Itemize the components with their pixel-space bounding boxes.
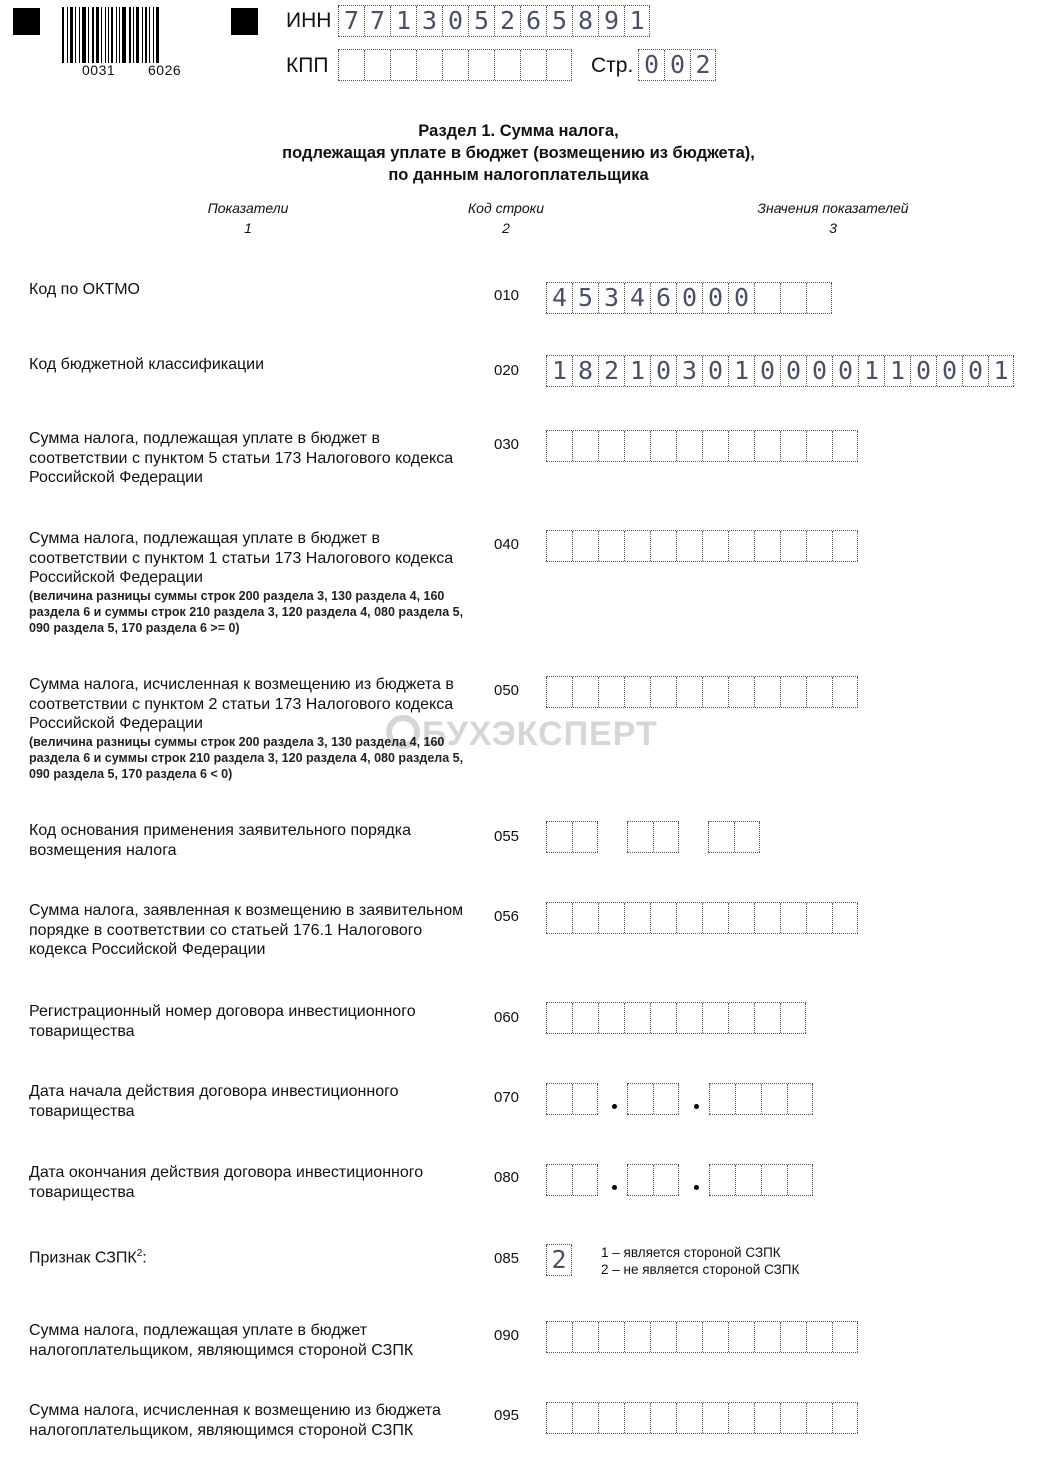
barcode-bar — [136, 7, 139, 63]
row-070-label: Дата начала действия договора инвестиционного товарищества — [29, 1083, 399, 1120]
character-cell[interactable] — [832, 677, 858, 707]
row-095-amount-field[interactable] — [546, 1402, 858, 1434]
row-050-amount-field[interactable] — [546, 676, 858, 708]
row-070-date-separator-1 — [612, 1104, 617, 1109]
character-cell[interactable] — [754, 283, 780, 313]
row-070-year-field[interactable] — [709, 1083, 813, 1115]
character-cell[interactable] — [806, 531, 832, 561]
row-020-code: 020 — [494, 362, 520, 379]
character-cell[interactable] — [624, 677, 650, 707]
row-040-label-text: Сумма налога, подлежащая уплате в бюджет в соответствии с пунктом 1 статьи 173 Налогового кодекса Российской Федерации — [29, 530, 454, 586]
row-070-month-field[interactable] — [627, 1083, 679, 1115]
character-cell[interactable]: 1 — [546, 356, 572, 386]
column-header-indicators-label: Показатели — [207, 200, 289, 216]
character-cell[interactable] — [702, 531, 728, 561]
character-cell[interactable] — [702, 1403, 728, 1433]
character-cell[interactable] — [806, 1322, 832, 1352]
character-cell[interactable] — [598, 1322, 624, 1352]
character-cell[interactable]: 0 — [832, 356, 858, 386]
character-cell[interactable] — [653, 822, 679, 852]
character-cell[interactable] — [780, 1003, 806, 1033]
row-056-code: 056 — [494, 908, 520, 925]
alignment-marker-right — [231, 8, 258, 35]
character-cell[interactable] — [546, 1403, 572, 1433]
character-cell[interactable] — [546, 1322, 572, 1352]
character-cell[interactable] — [735, 1165, 761, 1195]
character-cell[interactable] — [702, 677, 728, 707]
character-cell[interactable] — [598, 1403, 624, 1433]
character-cell[interactable]: 0 — [806, 356, 832, 386]
character-cell[interactable] — [676, 1003, 702, 1033]
character-cell[interactable]: 0 — [638, 50, 664, 80]
character-cell[interactable] — [624, 1322, 650, 1352]
row-085-legend-option-2: 2 – не является стороной СЗПК — [601, 1262, 800, 1277]
character-cell[interactable]: 1 — [858, 356, 884, 386]
character-cell[interactable] — [624, 1003, 650, 1033]
character-cell[interactable] — [780, 431, 806, 461]
character-cell[interactable] — [676, 531, 702, 561]
character-cell[interactable] — [832, 431, 858, 461]
character-cell[interactable] — [806, 283, 832, 313]
row-070-date-separator-2 — [694, 1104, 699, 1109]
character-cell[interactable] — [728, 1322, 754, 1352]
character-cell[interactable] — [653, 1084, 679, 1114]
character-cell[interactable] — [546, 677, 572, 707]
character-cell[interactable] — [728, 531, 754, 561]
barcode-bar — [88, 7, 89, 63]
character-cell[interactable] — [627, 1165, 653, 1195]
barcode-bar — [92, 7, 94, 63]
character-cell[interactable]: 5 — [468, 6, 494, 36]
row-055-label: Код основания применения заявительного порядка возмещения налога — [29, 822, 412, 859]
character-cell[interactable] — [780, 903, 806, 933]
character-cell[interactable] — [735, 1084, 761, 1114]
character-cell[interactable] — [754, 1322, 780, 1352]
row-030-amount-field[interactable] — [546, 430, 858, 462]
character-cell[interactable]: 0 — [910, 356, 936, 386]
row-010-code: 010 — [494, 287, 520, 304]
character-cell[interactable]: 8 — [572, 356, 598, 386]
character-cell[interactable]: 0 — [780, 356, 806, 386]
character-cell[interactable] — [653, 1165, 679, 1195]
character-cell[interactable] — [754, 431, 780, 461]
character-cell[interactable]: 0 — [936, 356, 962, 386]
character-cell[interactable] — [390, 50, 416, 80]
character-cell[interactable] — [572, 531, 598, 561]
barcode-bar — [156, 7, 159, 63]
row-085-legend-option-1: 1 – является стороной СЗПК — [601, 1245, 781, 1260]
character-cell[interactable] — [624, 1403, 650, 1433]
section-title — [0, 120, 1037, 186]
character-cell[interactable] — [598, 531, 624, 561]
barcode-bar — [105, 7, 106, 63]
row-080-month-field[interactable] — [627, 1164, 679, 1196]
row-090-code: 090 — [494, 1327, 520, 1344]
row-020-kbk-field[interactable] — [546, 355, 1014, 387]
barcode-bar — [75, 7, 76, 63]
column-header-values-label: Значения показателей — [757, 200, 909, 216]
character-cell[interactable] — [806, 431, 832, 461]
character-cell[interactable] — [728, 903, 754, 933]
row-056-amount-field[interactable] — [546, 902, 858, 934]
character-cell[interactable]: 4 — [546, 283, 572, 313]
row-020-label: Код бюджетной классификации — [29, 356, 265, 373]
character-cell[interactable] — [546, 1084, 572, 1114]
column-header-values-number: 3 — [829, 220, 837, 236]
barcode-bar — [108, 7, 109, 63]
character-cell[interactable] — [572, 903, 598, 933]
barcode-bar — [70, 7, 73, 63]
character-cell[interactable]: 2 — [690, 50, 716, 80]
character-cell[interactable] — [754, 1403, 780, 1433]
character-cell[interactable] — [754, 903, 780, 933]
row-080-day-field[interactable] — [546, 1164, 598, 1196]
character-cell[interactable] — [598, 1003, 624, 1033]
kpp-label: КПП — [286, 54, 329, 77]
character-cell[interactable] — [709, 1084, 735, 1114]
character-cell[interactable] — [650, 531, 676, 561]
inn-field[interactable] — [338, 5, 650, 37]
row-050-note: (величина разницы суммы строк 200 раздела 3, 130 раздела 4, 160 раздела 6 и суммы строк 210 раздела 3, 120 раздела 4, 080 раздела 5, 090 раздела 5, 170 раздела 6 < 0) — [29, 734, 464, 781]
character-cell[interactable] — [702, 1322, 728, 1352]
row-040-note: (величина разницы суммы строк 200 раздела 3, 130 раздела 4, 160 раздела 6 и суммы строк 210 раздела 3, 120 раздела 4, 080 раздела 5, 090 раздела 5, 170 раздела 6 >= 0) — [29, 588, 464, 635]
character-cell[interactable] — [442, 50, 468, 80]
row-050-label-text: Сумма налога, исчисленная к возмещению из бюджета в соответствии с пунктом 2 статьи 173 Налогового кодекса Российской Федерации — [29, 676, 454, 732]
barcode-bar — [145, 7, 147, 63]
barcode-bar — [79, 7, 80, 63]
row-085-legend — [601, 1244, 799, 1278]
column-header-line-code — [406, 200, 606, 236]
row-050-code: 050 — [494, 682, 520, 699]
character-cell[interactable]: 0 — [962, 356, 988, 386]
character-cell[interactable] — [728, 431, 754, 461]
character-cell[interactable] — [572, 822, 598, 852]
character-cell[interactable] — [364, 50, 390, 80]
character-cell[interactable] — [754, 1003, 780, 1033]
character-cell[interactable] — [546, 531, 572, 561]
character-cell[interactable] — [546, 822, 572, 852]
character-cell[interactable] — [702, 431, 728, 461]
row-070-day-field[interactable] — [546, 1083, 598, 1115]
character-cell[interactable] — [627, 822, 653, 852]
character-cell[interactable] — [468, 50, 494, 80]
row-050-label — [29, 675, 469, 782]
barcode-bar — [149, 7, 150, 63]
page-number-field[interactable] — [638, 49, 716, 81]
barcode-bar — [119, 7, 120, 63]
character-cell[interactable] — [650, 1403, 676, 1433]
kpp-field[interactable] — [338, 49, 572, 81]
barcode-bar — [96, 7, 99, 63]
column-header-line-code-label: Код строки — [467, 200, 545, 216]
row-055-code: 055 — [494, 828, 520, 845]
character-cell[interactable]: 5 — [572, 283, 598, 313]
character-cell[interactable] — [520, 50, 546, 80]
character-cell[interactable]: 6 — [650, 283, 676, 313]
character-cell[interactable] — [598, 431, 624, 461]
character-cell[interactable] — [546, 50, 572, 80]
barcode-number-left: 0031 — [82, 62, 116, 78]
character-cell[interactable] — [728, 1003, 754, 1033]
character-cell[interactable] — [572, 1003, 598, 1033]
character-cell[interactable]: 3 — [416, 6, 442, 36]
column-header-line-code-number: 2 — [502, 220, 510, 236]
character-cell[interactable] — [780, 1403, 806, 1433]
character-cell[interactable] — [338, 50, 364, 80]
character-cell[interactable] — [754, 677, 780, 707]
row-070-code: 070 — [494, 1089, 520, 1106]
row-060-registration-number-field[interactable] — [546, 1002, 806, 1034]
character-cell[interactable]: 9 — [598, 6, 624, 36]
character-cell[interactable] — [650, 431, 676, 461]
character-cell[interactable] — [572, 1322, 598, 1352]
character-cell[interactable]: 1 — [390, 6, 416, 36]
barcode-bar — [116, 7, 117, 63]
character-cell[interactable] — [650, 1322, 676, 1352]
character-cell[interactable] — [572, 677, 598, 707]
character-cell[interactable]: 4 — [624, 283, 650, 313]
character-cell[interactable] — [832, 531, 858, 561]
character-cell[interactable] — [676, 903, 702, 933]
row-080-date-separator-2 — [694, 1185, 699, 1190]
character-cell[interactable] — [598, 677, 624, 707]
character-cell[interactable] — [806, 677, 832, 707]
character-cell[interactable]: 0 — [664, 50, 690, 80]
barcode — [62, 7, 161, 63]
character-cell[interactable] — [734, 822, 760, 852]
row-040-amount-field[interactable] — [546, 530, 858, 562]
character-cell[interactable]: 0 — [676, 283, 702, 313]
character-cell[interactable] — [728, 1403, 754, 1433]
character-cell[interactable] — [780, 531, 806, 561]
character-cell[interactable] — [676, 1322, 702, 1352]
character-cell[interactable] — [627, 1084, 653, 1114]
row-090-label: Сумма налога, подлежащая уплате в бюджет налогоплательщиком, являющимся стороной СЗПК — [29, 1322, 414, 1359]
character-cell[interactable]: 3 — [676, 356, 702, 386]
character-cell[interactable]: 2 — [494, 6, 520, 36]
page-label: Стр. — [591, 54, 634, 77]
character-cell[interactable]: 6 — [520, 6, 546, 36]
barcode-bar — [133, 7, 134, 63]
character-cell[interactable] — [546, 431, 572, 461]
row-056-label: Сумма налога, заявленная к возмещению в заявительном порядке в соответствии со статьей 176.1 Налогового кодекса Российской Федерации — [29, 902, 464, 958]
row-085-code: 085 — [494, 1250, 520, 1267]
character-cell[interactable] — [754, 531, 780, 561]
character-cell[interactable]: 2 — [598, 356, 624, 386]
barcode-bar — [101, 7, 102, 63]
character-cell[interactable] — [572, 1084, 598, 1114]
character-cell[interactable]: 2 — [546, 1245, 572, 1275]
row-095-code: 095 — [494, 1407, 520, 1424]
row-030-code: 030 — [494, 436, 520, 453]
row-090-amount-field[interactable] — [546, 1321, 858, 1353]
character-cell[interactable] — [676, 1403, 702, 1433]
character-cell[interactable] — [832, 1403, 858, 1433]
row-080-label: Дата окончания действия договора инвестиционного товарищества — [29, 1164, 424, 1201]
character-cell[interactable] — [624, 531, 650, 561]
inn-label: ИНН — [286, 9, 332, 32]
character-cell[interactable] — [761, 1084, 787, 1114]
character-cell[interactable] — [832, 1322, 858, 1352]
row-085-szpk-field[interactable] — [546, 1244, 572, 1276]
row-030-label: Сумма налога, подлежащая уплате в бюджет в соответствии с пунктом 5 статьи 173 Налогового кодекса Российской Федерации — [29, 430, 454, 486]
row-040-code: 040 — [494, 536, 520, 553]
character-cell[interactable] — [546, 1003, 572, 1033]
column-header-values — [713, 200, 953, 236]
character-cell[interactable] — [702, 1003, 728, 1033]
character-cell[interactable] — [572, 1403, 598, 1433]
character-cell[interactable] — [787, 1165, 813, 1195]
barcode-bar — [82, 7, 86, 63]
watermark-text: БУХЭКСПЕРТ — [422, 715, 658, 753]
row-085-label — [29, 1244, 469, 1268]
row-080-date-separator-1 — [612, 1185, 617, 1190]
barcode-bar — [111, 7, 113, 63]
character-cell[interactable]: 3 — [598, 283, 624, 313]
character-cell[interactable] — [572, 431, 598, 461]
character-cell[interactable]: 8 — [572, 6, 598, 36]
row-060-label: Регистрационный номер договора инвестиционного товарищества — [29, 1003, 416, 1040]
alignment-marker-left — [13, 8, 40, 35]
column-header-indicators — [148, 200, 348, 236]
character-cell[interactable]: 0 — [754, 356, 780, 386]
character-cell[interactable] — [780, 283, 806, 313]
row-085-label-text: Признак СЗПК — [29, 1249, 137, 1267]
character-cell[interactable]: 1 — [624, 6, 650, 36]
character-cell[interactable] — [624, 431, 650, 461]
row-080-code: 080 — [494, 1169, 520, 1186]
character-cell[interactable] — [650, 903, 676, 933]
character-cell[interactable]: 7 — [364, 6, 390, 36]
row-055-code-group-3[interactable] — [708, 821, 760, 853]
character-cell[interactable] — [832, 903, 858, 933]
character-cell[interactable]: 1 — [624, 356, 650, 386]
row-010-oktmo-field[interactable] — [546, 282, 832, 314]
character-cell[interactable] — [572, 1165, 598, 1195]
character-cell[interactable] — [650, 1003, 676, 1033]
character-cell[interactable]: 5 — [546, 6, 572, 36]
character-cell[interactable] — [416, 50, 442, 80]
character-cell[interactable] — [702, 903, 728, 933]
character-cell[interactable]: 0 — [702, 283, 728, 313]
barcode-bar — [62, 7, 64, 63]
barcode-bar — [142, 7, 143, 63]
character-cell[interactable] — [708, 822, 734, 852]
section-title-line-2: подлежащая уплате в бюджет (возмещению из бюджета), — [282, 144, 755, 162]
character-cell[interactable] — [650, 677, 676, 707]
section-title-line-1: Раздел 1. Сумма налога, — [418, 122, 619, 140]
character-cell[interactable] — [709, 1165, 735, 1195]
barcode-bar — [122, 7, 126, 63]
row-085-label-suffix: : — [142, 1249, 147, 1267]
barcode-bar — [129, 7, 131, 63]
row-085-footnote-ref: 2 — [136, 1248, 143, 1259]
character-cell[interactable] — [676, 431, 702, 461]
character-cell[interactable] — [761, 1165, 787, 1195]
character-cell[interactable] — [494, 50, 520, 80]
character-cell[interactable]: 0 — [702, 356, 728, 386]
barcode-bar — [153, 7, 154, 63]
character-cell[interactable] — [546, 903, 572, 933]
character-cell[interactable]: 7 — [338, 6, 364, 36]
character-cell[interactable] — [728, 677, 754, 707]
row-010-label: Код по ОКТМО — [29, 281, 140, 298]
barcode-number-right: 6026 — [148, 62, 182, 78]
character-cell[interactable]: 1 — [728, 356, 754, 386]
character-cell[interactable] — [546, 1165, 572, 1195]
row-055-code-group-1[interactable] — [546, 821, 598, 853]
character-cell[interactable] — [806, 1403, 832, 1433]
row-080-year-field[interactable] — [709, 1164, 813, 1196]
character-cell[interactable] — [787, 1084, 813, 1114]
row-095-label: Сумма налога, исчисленная к возмещению из бюджета налогоплательщиком, являющимся стороной СЗПК — [29, 1402, 441, 1439]
character-cell[interactable]: 1 — [988, 356, 1014, 386]
character-cell[interactable] — [676, 677, 702, 707]
row-055-code-group-2[interactable] — [627, 821, 679, 853]
character-cell[interactable]: 0 — [728, 283, 754, 313]
character-cell[interactable]: 0 — [650, 356, 676, 386]
character-cell[interactable]: 1 — [884, 356, 910, 386]
character-cell[interactable] — [624, 903, 650, 933]
column-header-indicators-number: 1 — [244, 220, 252, 236]
character-cell[interactable] — [780, 677, 806, 707]
character-cell[interactable] — [598, 903, 624, 933]
character-cell[interactable] — [806, 903, 832, 933]
character-cell[interactable] — [780, 1322, 806, 1352]
section-title-line-3: по данным налогоплательщика — [388, 166, 649, 184]
row-060-code: 060 — [494, 1009, 520, 1026]
character-cell[interactable]: 0 — [442, 6, 468, 36]
barcode-bar — [67, 7, 68, 63]
row-040-label — [29, 529, 469, 636]
